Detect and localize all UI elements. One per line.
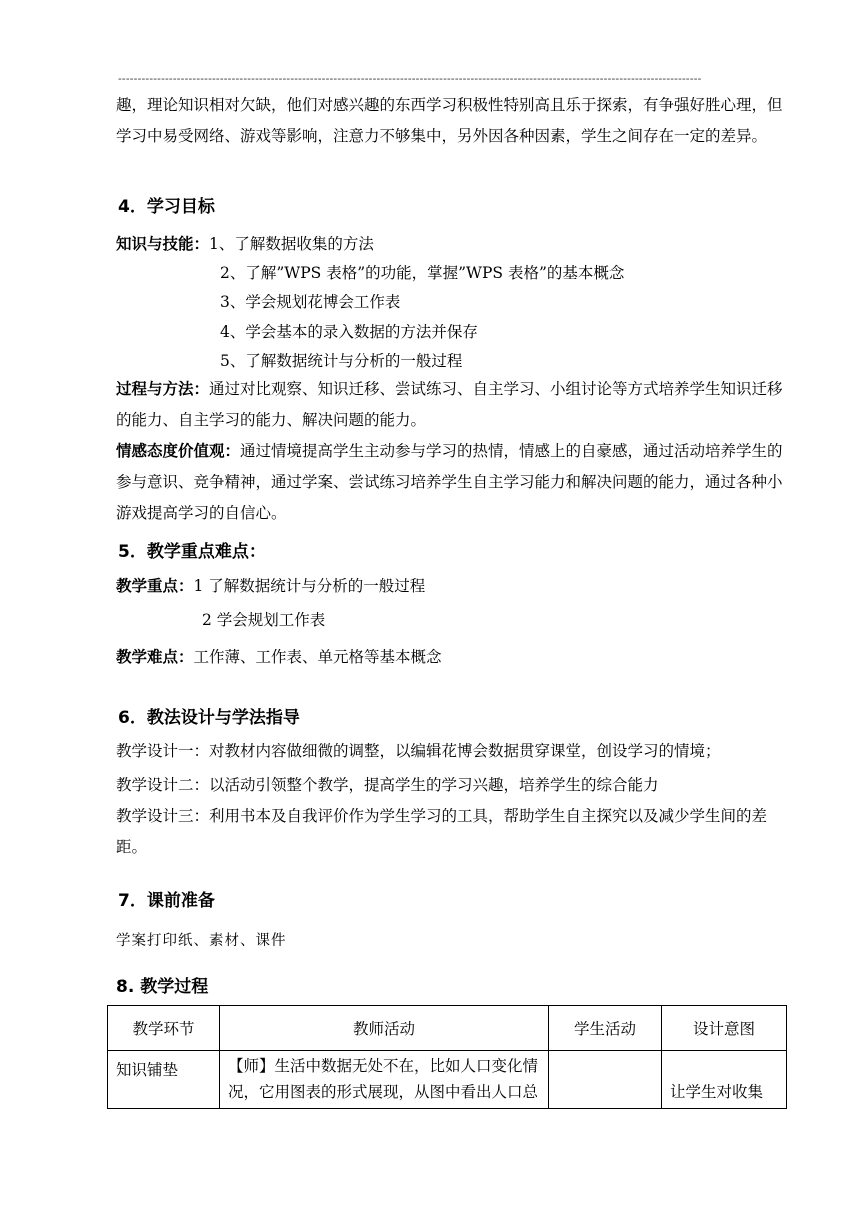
process-paragraph [116,374,786,436]
section-6-heading: 6．教法设计与学法指导 [118,708,300,728]
design-line: 教学设计二：以活动引领整个教学，提高学生的学习兴趣，培养学生的综合能力 [116,776,659,794]
section-7-heading: 7．课前准备 [118,891,215,911]
header-divider: ----------------------------------------------------------------------------------------------------------------------------------------------------- [118,72,702,85]
section-8-heading: 8. 教学过程 [116,977,209,997]
student-activity-cell [549,1051,662,1109]
table-header-cell: 学生活动 [549,1006,662,1051]
table-row [108,1051,787,1109]
intro-paragraph: 趣，理论知识相对欠缺，他们对感兴趣的东西学习积极性特别高且乐于探索，有争强好胜心理，但学习中易受网络、游戏等影响，注意力不够集中，另外因各种因素，学生之间存在一定的差异。 [116,96,783,145]
process-label: 过程与方法： [116,380,210,398]
emotion-paragraph [116,436,786,529]
knowledge-row [116,232,374,256]
key-point-label: 教学重点： [116,577,194,595]
stage-cell: 知识铺垫 [108,1051,220,1109]
difficult-point-row [116,645,442,669]
knowledge-item: 3、学会规划花博会工作表 [220,293,401,311]
knowledge-item: 1、了解数据收集的方法 [209,235,374,253]
preparation-text: 学案打印纸、素材、课件 [116,933,287,949]
key-point-row [116,574,425,598]
design-line: 教学设计三：利用书本及自我评价作为学生学习的工具，帮助学生自主探究以及减少学生间的差距。 [116,807,768,856]
section-5-heading: 5．教学重点难点： [118,542,266,562]
teaching-process-table [107,1005,787,1109]
section-4-heading: 4．学习目标 [118,197,215,217]
key-point-item: 2 学会规划工作表 [202,611,326,629]
process-text: 通过对比观察、知识迁移、尝试练习、自主学习、小组讨论等方式培养学生知识迁移的能力、自主学习的能力、解决问题的能力。 [116,380,783,429]
knowledge-label: 知识与技能： [116,235,210,253]
difficult-point-text: 工作薄、工作表、单元格等基本概念 [193,648,442,666]
knowledge-item: 2、了解”WPS 表格”的功能，掌握”WPS 表格”的基本概念 [220,264,625,282]
emotion-label: 情感态度价值观： [116,442,241,460]
table-header-cell: 教师活动 [220,1006,549,1051]
knowledge-item: 5、了解数据统计与分析的一般过程 [220,352,463,370]
table-header-cell: 设计意图 [662,1006,787,1051]
difficult-point-label: 教学难点： [116,648,194,666]
design-intent-cell: 让学生对收集 [662,1051,787,1109]
teacher-activity-cell: 【师】生活中数据无处不在，比如人口变化情况，它用图表的形式展现，从图中看出人口总 [220,1051,549,1109]
key-point-item: 1 了解数据统计与分析的一般过程 [193,577,426,595]
knowledge-item: 4、学会基本的录入数据的方法并保存 [220,323,478,341]
design-line: 教学设计一：对教材内容做细微的调整，以编辑花博会数据贯穿课堂，创设学习的情境； [116,742,721,760]
table-header-row [108,1006,787,1051]
emotion-text: 通过情境提高学生主动参与学习的热情，情感上的自豪感，通过活动培养学生的参与意识、竞争精神，通过学案、尝试练习培养学生自主学习能力和解决问题的能力，通过各种小游戏提高学习的自信心。 [116,442,783,522]
table-header-cell: 教学环节 [108,1006,220,1051]
